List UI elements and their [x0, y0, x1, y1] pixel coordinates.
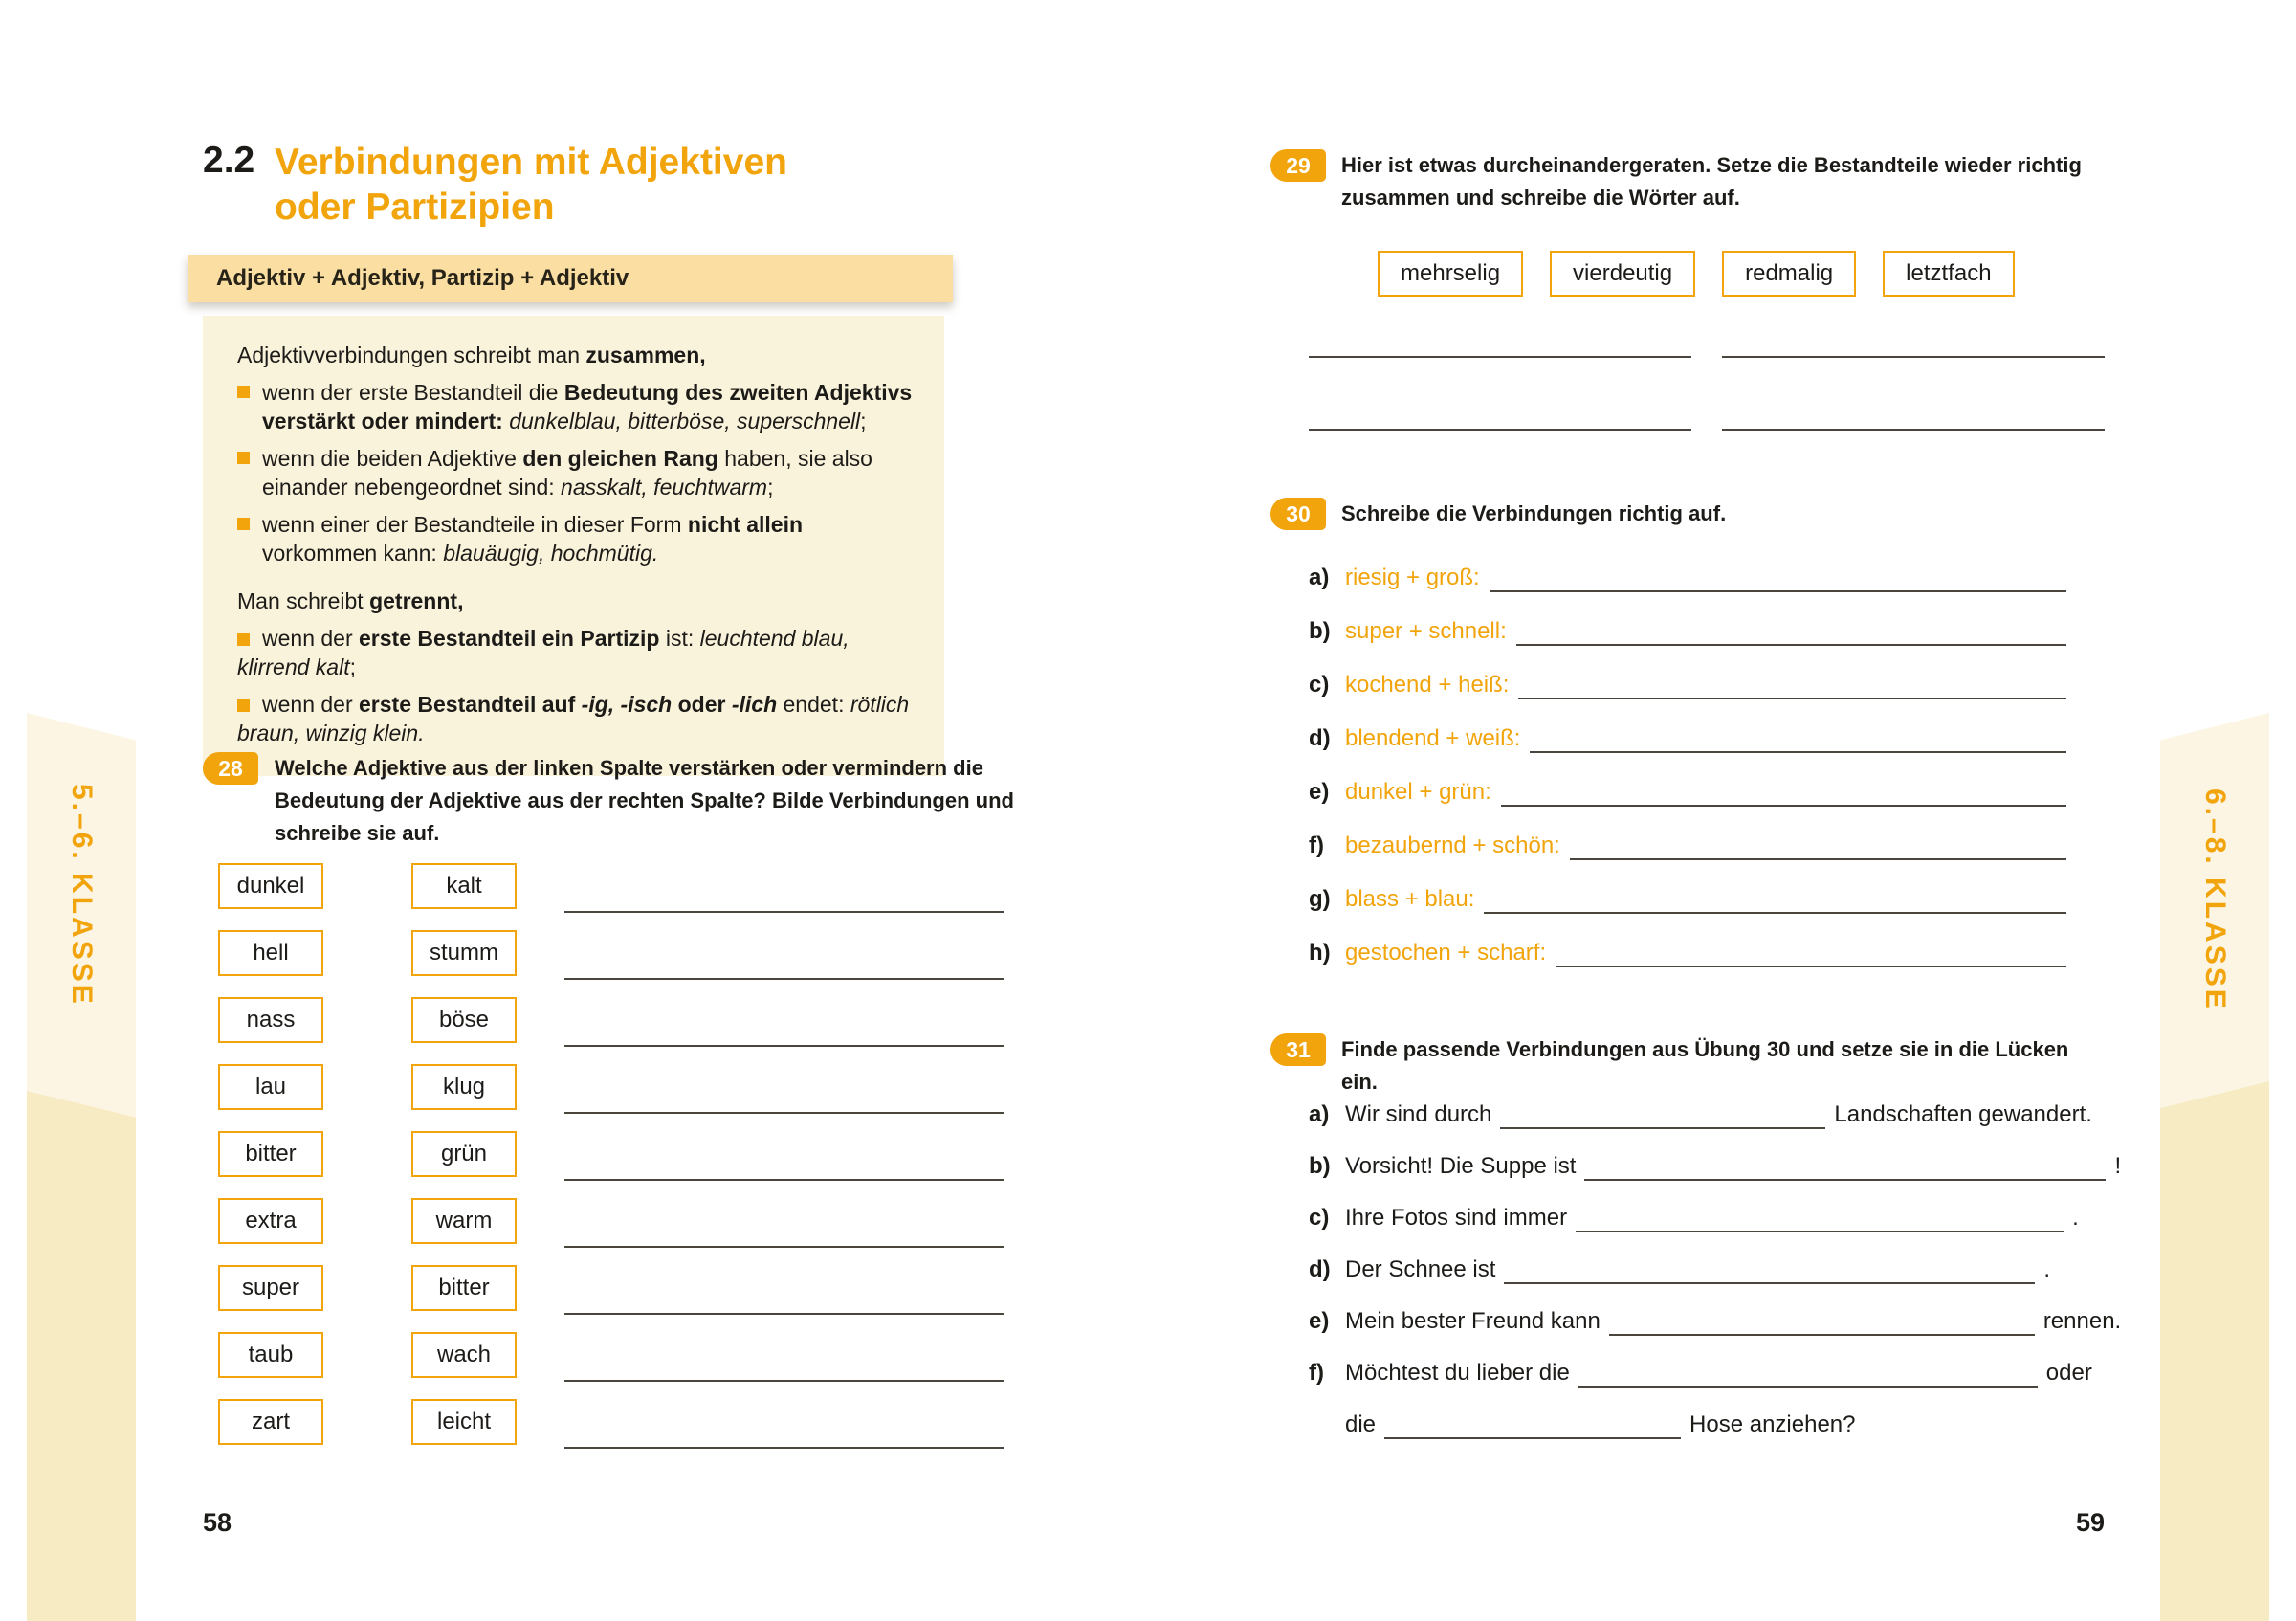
rule-zusammen-bullet	[237, 510, 914, 567]
exercise-30-item	[1309, 724, 2066, 753]
exercise-28-prompt: Welche Adjektive aus der linken Spalte verstärken oder vermindern die Bedeutung der Adjektive aus der rechten Spalte? Bilde Verbindungen und schreibe sie auf.	[275, 756, 1014, 845]
exercise-31-item	[1309, 1255, 2050, 1284]
rule-getrennt-bullet	[237, 690, 914, 747]
sentence-after: .	[2043, 1256, 2051, 1282]
exercise-30-item	[1309, 564, 2066, 592]
answer-line[interactable]	[1518, 671, 2066, 699]
page-number-right: 59	[2075, 1508, 2105, 1537]
item-label: gestochen + scharf:	[1345, 940, 1547, 966]
right-class-label-text: 6.–8. KLASSE	[2199, 788, 2231, 1011]
sentence-before: Der Schnee ist	[1345, 1256, 1496, 1282]
sentence-after: !	[2114, 1153, 2122, 1179]
exercise-31-item	[1309, 1100, 2092, 1129]
exercise-28-row	[218, 997, 1004, 1047]
bullet-square-icon	[237, 452, 250, 464]
bullet-square-icon	[237, 386, 250, 398]
exercise-30-prompt: Schreibe die Verbindungen richtig auf.	[1341, 501, 1727, 525]
exercise-31-prompt: Finde passende Verbindungen aus Übung 30 und setze sie in die Lücken ein.	[1341, 1037, 2069, 1094]
item-label: blendend + weiß:	[1345, 725, 1521, 751]
item-label: riesig + groß:	[1345, 565, 1480, 590]
sentence-after: Hose anziehen?	[1689, 1411, 1856, 1437]
answer-line[interactable]	[1530, 724, 2066, 753]
answer-line[interactable]	[564, 978, 1004, 980]
bullet-square-icon	[237, 633, 250, 646]
left-class-label-text: 5.–6. KLASSE	[66, 783, 98, 1007]
word-box-left: nass	[218, 997, 323, 1043]
answer-line[interactable]	[564, 1447, 1004, 1449]
rule-getrennt-bullet	[237, 624, 914, 681]
section-number: 2.2	[203, 140, 255, 181]
answer-line[interactable]	[564, 1313, 1004, 1315]
sentence-before: Vorsicht! Die Suppe ist	[1345, 1153, 1577, 1179]
sentence-after: rennen.	[2042, 1308, 2122, 1334]
sentence-after: oder	[2045, 1360, 2092, 1386]
answer-blank[interactable]	[1576, 1206, 2064, 1232]
item-label: dunkel + grün:	[1345, 779, 1491, 805]
word-box-left: hell	[218, 930, 323, 976]
rule-zusammen-bullet-text: wenn einer der Bestandteile in dieser Form nicht allein vorkommen kann: blauäugig, hochmütig.	[262, 512, 804, 566]
rule-zusammen-bullet-text: wenn die beiden Adjektive den gleichen Rang haben, sie also einander nebengeordnet sind: nasskalt, feuchtwarm;	[262, 446, 872, 500]
bullet-square-icon	[237, 699, 250, 712]
exercise-28-row	[218, 1332, 1004, 1382]
answer-line[interactable]	[564, 1045, 1004, 1047]
answer-line[interactable]	[1570, 832, 2066, 860]
exercise-30-item	[1309, 617, 2066, 646]
word-box-left: bitter	[218, 1131, 323, 1177]
answer-line[interactable]	[564, 911, 1004, 913]
word-box-left: lau	[218, 1064, 323, 1110]
scrambled-word-box: vierdeutig	[1550, 251, 1695, 297]
word-box-left: taub	[218, 1332, 323, 1378]
exercise-30-item	[1309, 939, 2066, 967]
answer-blank[interactable]	[1384, 1412, 1681, 1439]
exercise-28-row	[218, 1064, 1004, 1114]
section-title-line1: Verbindungen mit Adjektiven	[275, 142, 787, 183]
exercise-30-item	[1309, 885, 2066, 914]
sentence-after: Landschaften gewandert.	[1834, 1101, 2092, 1127]
sentence-before: Wir sind durch	[1345, 1101, 1492, 1127]
item-letter: c)	[1309, 672, 1330, 698]
item-letter: f)	[1309, 833, 1324, 858]
answer-blank[interactable]	[1578, 1361, 2038, 1388]
item-letter: d)	[1309, 725, 1331, 751]
answer-line[interactable]	[1722, 429, 2105, 431]
exercise-31-item	[1309, 1307, 2121, 1336]
sentence-before: Mein bester Freund kann	[1345, 1308, 1601, 1334]
topic-ribbon	[188, 255, 953, 302]
section-title-line2: oder Partizipien	[275, 187, 555, 228]
exercise-31-item	[1309, 1359, 2092, 1388]
rule-zusammen-bullet-text: wenn der erste Bestandteil die Bedeutung des zweiten Adjektivs verstärkt oder mindert: dunkelblau, bitterböse, superschnell;	[262, 380, 913, 433]
word-box-right: klug	[411, 1064, 517, 1110]
item-label: blass + blau:	[1345, 886, 1475, 912]
answer-line[interactable]	[564, 1179, 1004, 1181]
word-box-left: dunkel	[218, 863, 323, 909]
exercise-31-item-continuation	[1309, 1410, 1856, 1439]
item-letter: c)	[1309, 1205, 1330, 1231]
left-class-label	[27, 722, 136, 1067]
answer-line[interactable]	[1722, 356, 2105, 358]
exercise-28-badge: 28	[203, 752, 258, 785]
exercise-31-item	[1309, 1204, 2079, 1232]
exercise-29-badge: 29	[1270, 149, 1326, 182]
word-box-right: bitter	[411, 1265, 517, 1311]
word-box-right: wach	[411, 1332, 517, 1378]
exercise-30-item	[1309, 778, 2066, 807]
item-letter: a)	[1309, 1101, 1330, 1127]
answer-line[interactable]	[1501, 778, 2066, 807]
scrambled-word-box: redmalig	[1722, 251, 1856, 297]
exercise-31-item	[1309, 1152, 2121, 1181]
bullet-square-icon	[237, 518, 250, 530]
exercise-28-row	[218, 863, 1004, 913]
word-box-left: extra	[218, 1198, 323, 1244]
answer-blank[interactable]	[1584, 1154, 2106, 1181]
word-box-right: grün	[411, 1131, 517, 1177]
sentence-before: Möchtest du lieber die	[1345, 1360, 1570, 1386]
word-box-right: kalt	[411, 863, 517, 909]
rule-zusammen-intro: Adjektivverbindungen schreibt man zusammen,	[237, 343, 706, 367]
word-box-left: zart	[218, 1399, 323, 1445]
answer-line[interactable]	[1516, 617, 2066, 646]
exercise-28-row	[218, 1131, 1004, 1181]
right-edge-tab-lower	[2160, 1081, 2269, 1621]
answer-line[interactable]	[1556, 939, 2066, 967]
scrambled-words-row	[1378, 251, 2015, 297]
exercise-30-item	[1309, 832, 2066, 860]
word-box-right: leicht	[411, 1399, 517, 1445]
item-letter: f)	[1309, 1360, 1324, 1386]
exercise-28-row	[218, 930, 1004, 980]
item-letter: h)	[1309, 940, 1331, 966]
rule-getrennt-bullet-text: wenn der erste Bestandteil auf -ig, -isch oder -lich endet: rötlich braun, winzig klein.	[237, 692, 910, 745]
answer-line[interactable]	[564, 1246, 1004, 1248]
answer-line[interactable]	[1309, 356, 1691, 358]
left-edge-tab-lower	[27, 1091, 136, 1621]
exercise-30-badge: 30	[1270, 498, 1326, 530]
answer-blank[interactable]	[1500, 1102, 1825, 1129]
section-title	[275, 140, 787, 230]
scrambled-word-box: mehrselig	[1378, 251, 1523, 297]
rule-getrennt-intro: Man schreibt getrennt,	[237, 588, 464, 613]
word-box-left: super	[218, 1265, 323, 1311]
rule-getrennt-bullet-text: wenn der erste Bestandteil ein Partizip ist: leuchtend blau, klirrend kalt;	[237, 626, 850, 679]
exercise-29-prompt: Hier ist etwas durcheinandergeraten. Setze die Bestandteile wieder richtig zusammen und schreibe die Wörter auf.	[1341, 153, 2082, 210]
answer-line[interactable]	[1309, 429, 1691, 431]
item-label: super + schnell:	[1345, 618, 1507, 644]
item-letter: e)	[1309, 1308, 1330, 1334]
item-letter: b)	[1309, 618, 1331, 644]
exercise-31-badge: 31	[1270, 1033, 1326, 1066]
item-label: bezaubernd + schön:	[1345, 833, 1560, 858]
rule-zusammen-bullet	[237, 444, 914, 501]
exercise-28-row	[218, 1198, 1004, 1248]
item-label: kochend + heiß:	[1345, 672, 1510, 698]
right-class-label	[2160, 722, 2269, 1077]
answer-blank[interactable]	[1609, 1309, 2035, 1336]
scrambled-word-box: letztfach	[1883, 251, 2014, 297]
rule-zusammen-bullet	[237, 378, 914, 435]
exercise-28-row	[218, 1399, 1004, 1449]
answer-blank[interactable]	[1504, 1257, 2035, 1284]
answer-line[interactable]	[1484, 885, 2066, 914]
answer-line[interactable]	[564, 1112, 1004, 1114]
exercise-30-item	[1309, 671, 2066, 699]
word-box-right: warm	[411, 1198, 517, 1244]
item-letter: e)	[1309, 779, 1330, 805]
sentence-before: die	[1345, 1411, 1377, 1437]
grammar-info-box	[203, 316, 944, 776]
sentence-after: .	[2072, 1205, 2079, 1231]
item-letter: a)	[1309, 565, 1330, 590]
word-box-right: stumm	[411, 930, 517, 976]
item-letter: d)	[1309, 1256, 1331, 1282]
answer-line[interactable]	[1490, 564, 2066, 592]
topic-ribbon-label: Adjektiv + Adjektiv, Partizip + Adjektiv	[216, 265, 629, 291]
item-letter: g)	[1309, 886, 1331, 912]
page-number-left: 58	[203, 1508, 232, 1537]
answer-line[interactable]	[564, 1380, 1004, 1382]
sentence-before: Ihre Fotos sind immer	[1345, 1205, 1568, 1231]
item-letter: b)	[1309, 1153, 1331, 1179]
exercise-28-row	[218, 1265, 1004, 1315]
word-box-right: böse	[411, 997, 517, 1043]
